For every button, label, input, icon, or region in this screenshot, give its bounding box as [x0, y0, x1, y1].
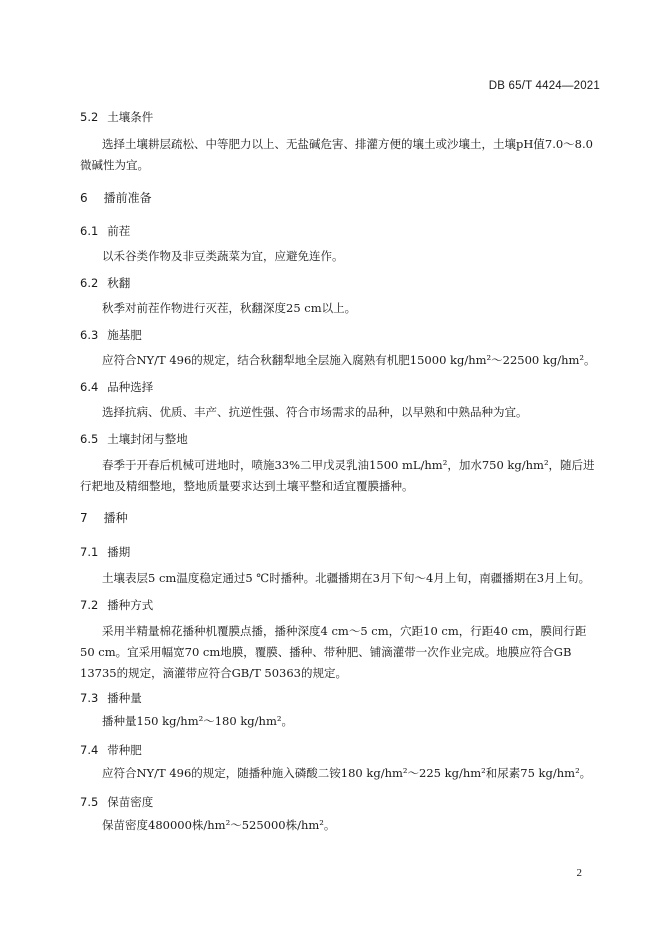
section-title: 播期 [107, 545, 131, 559]
section-number: 6.4 [80, 380, 99, 394]
section-title: 品种选择 [107, 380, 154, 394]
section-number: 7.4 [80, 743, 99, 757]
section-number: 7.1 [80, 545, 99, 559]
section-heading-7-5 [80, 794, 153, 810]
section-body-7-4: 应符合NY/T 496的规定，随播种施入磷酸二铵180 kg/hm²～225 kg/hm²和尿素75 kg/hm²。 [102, 766, 592, 780]
section-title: 带种肥 [107, 743, 142, 757]
section-number: 7.3 [80, 691, 99, 705]
chapter-title: 播种 [103, 511, 128, 525]
section-number: 6.2 [80, 276, 99, 290]
chapter-number: 7 [80, 511, 88, 525]
section-heading-6-1 [80, 223, 130, 239]
section-heading-7-1 [80, 544, 130, 560]
chapter-heading-7 [80, 510, 128, 526]
section-title: 施基肥 [107, 328, 142, 342]
section-title: 秋翻 [107, 276, 131, 290]
chapter-heading-6 [80, 190, 152, 206]
section-body-5-2: 选择土壤耕层疏松、中等肥力以上、无盐碱危害、排灌方便的壤土或沙壤土，土壤pH值7.0～8.0微碱性为宜。 [80, 137, 593, 172]
section-title: 播种量 [107, 691, 142, 705]
section-heading-7-3 [80, 690, 142, 706]
section-heading-6-3 [80, 327, 142, 343]
section-body-7-5: 保苗密度480000株/hm²～525000株/hm²。 [102, 818, 336, 832]
section-number: 7.5 [80, 795, 99, 809]
section-body-6-2: 秋季对前茬作物进行灭茬，秋翻深度25 cm以上。 [102, 301, 357, 315]
section-body-7-2: 采用半精量棉花播种机覆膜点播，播种深度4 cm～5 cm，穴距10 cm，行距40 cm，膜间行距50 cm。宜采用幅宽70 cm地膜，覆膜、播种、带种肥、铺滴灌带一次作业完成。地膜应符合GB 13735的规定，滴灌带应符合GB/T 50363的规定。 [80, 624, 587, 680]
chapter-title: 播前准备 [103, 191, 152, 205]
section-title: 土壤封闭与整地 [107, 432, 188, 446]
section-heading-7-2 [80, 597, 153, 613]
section-body-7-3: 播种量150 kg/hm²～180 kg/hm²。 [102, 714, 293, 728]
section-title: 前茬 [107, 224, 131, 238]
section-number: 6.1 [80, 224, 99, 238]
section-title: 土壤条件 [107, 110, 154, 124]
section-body-7-1: 土壤表层5 cm温度稳定通过5 ℃时播种。北疆播期在3月下旬～4月上旬，南疆播期在3月上旬。 [102, 571, 591, 585]
section-body-6-5: 春季于开春后机械可进地时，喷施33%二甲戊灵乳油1500 mL/hm²，加水750 kg/hm²，随后进行耙地及精细整地，整地质量要求达到土壤平整和适宜覆膜播种。 [80, 458, 595, 493]
page-number: 2 [576, 867, 582, 879]
section-heading-6-4 [80, 379, 153, 395]
section-title: 保苗密度 [107, 795, 154, 809]
section-number: 5.2 [80, 110, 99, 124]
section-heading-5-2 [80, 109, 153, 125]
section-body-6-4: 选择抗病、优质、丰产、抗逆性强、符合市场需求的品种，以早熟和中熟品种为宜。 [102, 405, 528, 419]
section-body-6-3: 应符合NY/T 496的规定，结合秋翻犁地全层施入腐熟有机肥15000 kg/hm²～22500 kg/hm²。 [102, 353, 596, 367]
section-number: 7.2 [80, 598, 99, 612]
section-heading-6-5 [80, 431, 188, 447]
chapter-number: 6 [80, 191, 88, 205]
section-heading-6-2 [80, 275, 130, 291]
document-code: DB 65/T 4424—2021 [488, 80, 600, 92]
section-heading-7-4 [80, 742, 142, 758]
section-number: 6.5 [80, 432, 99, 446]
section-body-6-1: 以禾谷类作物及非豆类蔬菜为宜，应避免连作。 [102, 249, 344, 263]
section-number: 6.3 [80, 328, 99, 342]
section-title: 播种方式 [107, 598, 154, 612]
